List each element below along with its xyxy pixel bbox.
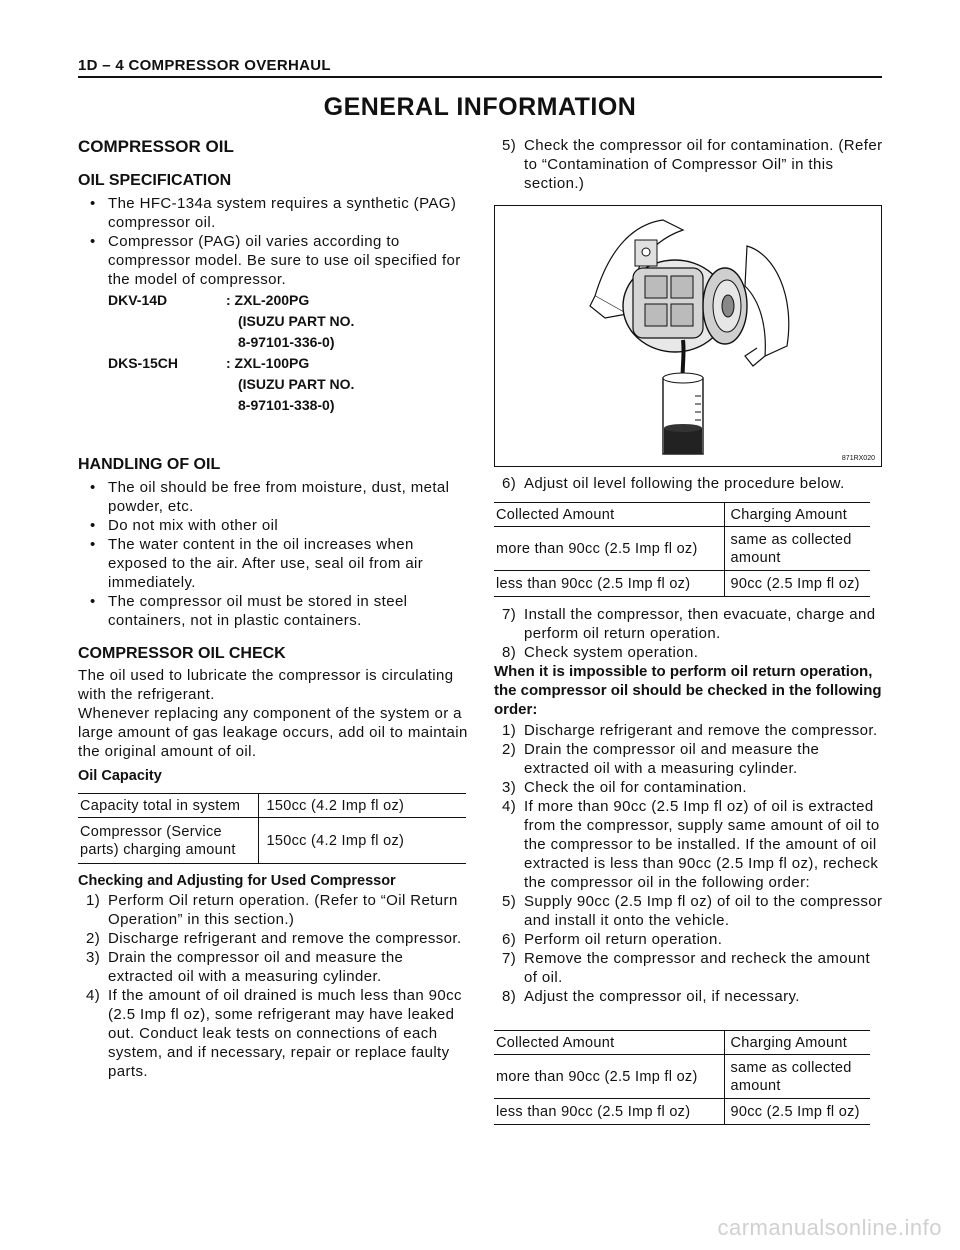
table-row	[494, 571, 870, 597]
step-text: Check the compressor oil for contamination. (Refer to “Contamination of Compressor Oil” in this section.)	[524, 137, 883, 192]
handling-bullet: • The compressor oil must be stored in steel containers, not in plastic containers.	[78, 592, 470, 630]
spec-value: : ZXL-200PG	[226, 292, 310, 308]
table-cell: more than 90cc (2.5 Imp fl oz)	[494, 1055, 724, 1099]
list-item: 3) Drain the compressor oil and measure the extracted oil with a measuring cylinder.	[86, 949, 404, 985]
figure-code: 871RX020	[841, 455, 875, 462]
table-header: Collected Amount	[494, 1031, 724, 1055]
spec-row-cont	[78, 395, 470, 415]
compressor-oil-illustration	[494, 205, 882, 467]
step-text: Adjust oil level following the procedure below.	[524, 475, 845, 492]
step-text: Drain the compressor oil and measure the extracted oil with a measuring cylinder.	[524, 741, 820, 777]
list-item: 4) If more than 90cc (2.5 Imp fl oz) of oil is extracted from the compressor, supply same amount of oil to the compressor to be installed. If the amount of oil extracted is less than 90cc (2.5 Imp fl oz), recheck the compressor oil in the following order:	[502, 798, 880, 891]
oil-spec-bullet: • Compressor (PAG) oil varies according to compressor model. Be sure to use oil specified for the model of compressor.	[78, 232, 470, 289]
table-header-row	[494, 1031, 870, 1055]
list-item: 7) Install the compressor, then evacuate, charge and perform oil return operation.	[502, 606, 876, 642]
spec-row-cont	[78, 374, 470, 394]
list-item: 6) Perform oil return operation.	[502, 931, 723, 948]
table-cell: 90cc (2.5 Imp fl oz)	[730, 575, 860, 592]
section-title-compressor-oil: COMPRESSOR OIL	[78, 137, 234, 156]
table-cell: Capacity total in system	[78, 794, 258, 818]
list-item: 4) If the amount of oil drained is much less than 90cc (2.5 Imp fl oz), some refrigerant may have leaked out. Conduct leak tests on connections of each system, and if necessary, repair or replace faulty parts.	[86, 987, 462, 1080]
table-cell: less than 90cc (2.5 Imp fl oz)	[494, 571, 724, 597]
watermark: carmanualsonline.info	[717, 1215, 942, 1240]
spec-part-label: (ISUZU PART NO.	[238, 313, 355, 329]
table-row	[494, 1099, 870, 1125]
table-header: Charging Amount	[730, 506, 848, 523]
handling-bullet: • The oil should be free from moisture, dust, metal powder, etc.	[78, 478, 470, 516]
list-item: 7) Remove the compressor and recheck the amount of oil.	[502, 950, 871, 986]
step-text: Install the compressor, then evacuate, charge and perform oil return operation.	[524, 606, 876, 642]
list-item: 2) Discharge refrigerant and remove the compressor.	[86, 930, 462, 947]
list-item: 8) Adjust the compressor oil, if necessary.	[502, 988, 800, 1005]
spec-row-cont	[78, 311, 470, 331]
table-row	[494, 527, 870, 571]
table-row	[78, 818, 466, 864]
oil-check-paragraph: The oil used to lubricate the compressor is circulating with the refrigerant.	[78, 667, 454, 703]
charging-table-2	[494, 1030, 870, 1125]
table-cell: 150cc (4.2 Imp fl oz)	[266, 832, 405, 849]
oil-spec-bullet: • The HFC-134a system requires a synthetic (PAG) compressor oil.	[78, 194, 470, 232]
list-item: 5) Check the compressor oil for contamination. (Refer to “Contamination of Compressor Oil” in this section.)	[502, 137, 883, 192]
table-cell: same as collected amount	[730, 531, 852, 566]
spec-part-label: (ISUZU PART NO.	[238, 376, 355, 392]
table-row	[78, 794, 466, 818]
spec-row-cont	[78, 332, 470, 352]
list-item: 8) Check system operation.	[502, 644, 699, 661]
list-item: 1) Discharge refrigerant and remove the compressor.	[502, 722, 878, 739]
list-item: 6) Adjust oil level following the procedure below.	[502, 475, 845, 492]
table-cell: Compressor (Service parts) charging amount	[78, 818, 258, 864]
step-text: Discharge refrigerant and remove the compressor.	[524, 722, 878, 739]
compressor-drawing	[495, 206, 882, 467]
step-text: Perform oil return operation.	[524, 931, 723, 948]
oil-check-paragraph: Whenever replacing any component of the system or a large amount of gas leakage occurs, add oil to maintain the original amount of oil.	[78, 705, 468, 760]
left-column	[78, 136, 470, 1081]
step-text: If the amount of oil drained is much less than 90cc (2.5 Imp fl oz), some refrigerant may have leaked out. Conduct leak tests on connections of each system, and if necessary, repair or replace faulty parts.	[108, 987, 462, 1080]
step-text: Drain the compressor oil and measure the extracted oil with a measuring cylinder.	[108, 949, 404, 985]
used-compressor-title: Checking and Adjusting for Used Compressor	[78, 873, 396, 889]
handling-bullet: • The water content in the oil increases when exposed to the air. After use, seal oil from air immediately.	[78, 535, 470, 592]
step-text: Check the oil for contamination.	[524, 779, 747, 796]
charging-table-1	[494, 502, 870, 597]
right-column	[494, 136, 886, 1125]
oil-capacity-table	[78, 793, 466, 864]
table-cell: same as collected amount	[730, 1059, 852, 1094]
page-title: GENERAL INFORMATION	[323, 93, 637, 121]
list-item: 3) Check the oil for contamination.	[502, 779, 747, 796]
step-text: Perform Oil return operation. (Refer to “Oil Return Operation” in this section.)	[108, 892, 458, 928]
table-header-row	[494, 503, 870, 527]
step-text: Supply 90cc (2.5 Imp fl oz) of oil to the compressor and install it onto the vehicle.	[524, 893, 883, 929]
header-rule	[78, 76, 882, 78]
spec-part-no: 8-97101-336-0)	[238, 334, 335, 350]
handling-bullet: • Do not mix with other oil	[78, 516, 470, 535]
table-header: Collected Amount	[494, 503, 724, 527]
step-text: Check system operation.	[524, 644, 699, 661]
spec-part-no: 8-97101-338-0)	[238, 397, 335, 413]
oil-spec-title: OIL SPECIFICATION	[78, 172, 232, 189]
table-cell: more than 90cc (2.5 Imp fl oz)	[494, 527, 724, 571]
oil-check-title: COMPRESSOR OIL CHECK	[78, 645, 286, 662]
spec-row	[78, 290, 470, 310]
table-cell: less than 90cc (2.5 Imp fl oz)	[494, 1099, 724, 1125]
table-cell: 150cc (4.2 Imp fl oz)	[266, 797, 405, 814]
list-item: 2) Drain the compressor oil and measure the extracted oil with a measuring cylinder.	[502, 741, 820, 777]
list-item: 1) Perform Oil return operation. (Refer to “Oil Return Operation” in this section.)	[86, 892, 458, 928]
table-cell: 90cc (2.5 Imp fl oz)	[730, 1103, 860, 1120]
page-header: 1D – 4 COMPRESSOR OVERHAUL	[78, 57, 331, 74]
step-text: Discharge refrigerant and remove the compressor.	[108, 930, 462, 947]
spec-row	[78, 353, 470, 373]
step-text: Remove the compressor and recheck the amount of oil.	[524, 950, 871, 986]
impossible-note: When it is impossible to perform oil return operation, the compressor oil should be checked in the following order:	[494, 663, 882, 718]
table-header: Charging Amount	[730, 1034, 848, 1051]
step-text: If more than 90cc (2.5 Imp fl oz) of oil is extracted from the compressor, supply same amount of oil to the compressor to be installed. If the amount of oil extracted is less than 90cc (2.5 Imp fl oz), recheck the compressor oil in the following order:	[524, 798, 880, 891]
list-item: 5) Supply 90cc (2.5 Imp fl oz) of oil to the compressor and install it onto the vehicle.	[502, 893, 883, 929]
spec-value: : ZXL-100PG	[226, 355, 310, 371]
step-text: Adjust the compressor oil, if necessary.	[524, 988, 800, 1005]
oil-capacity-label: Oil Capacity	[78, 768, 162, 784]
spec-model: DKS-15CH	[108, 355, 179, 371]
table-row	[494, 1055, 870, 1099]
spec-model: DKV-14D	[108, 292, 168, 308]
handling-title: HANDLING OF OIL	[78, 456, 221, 473]
